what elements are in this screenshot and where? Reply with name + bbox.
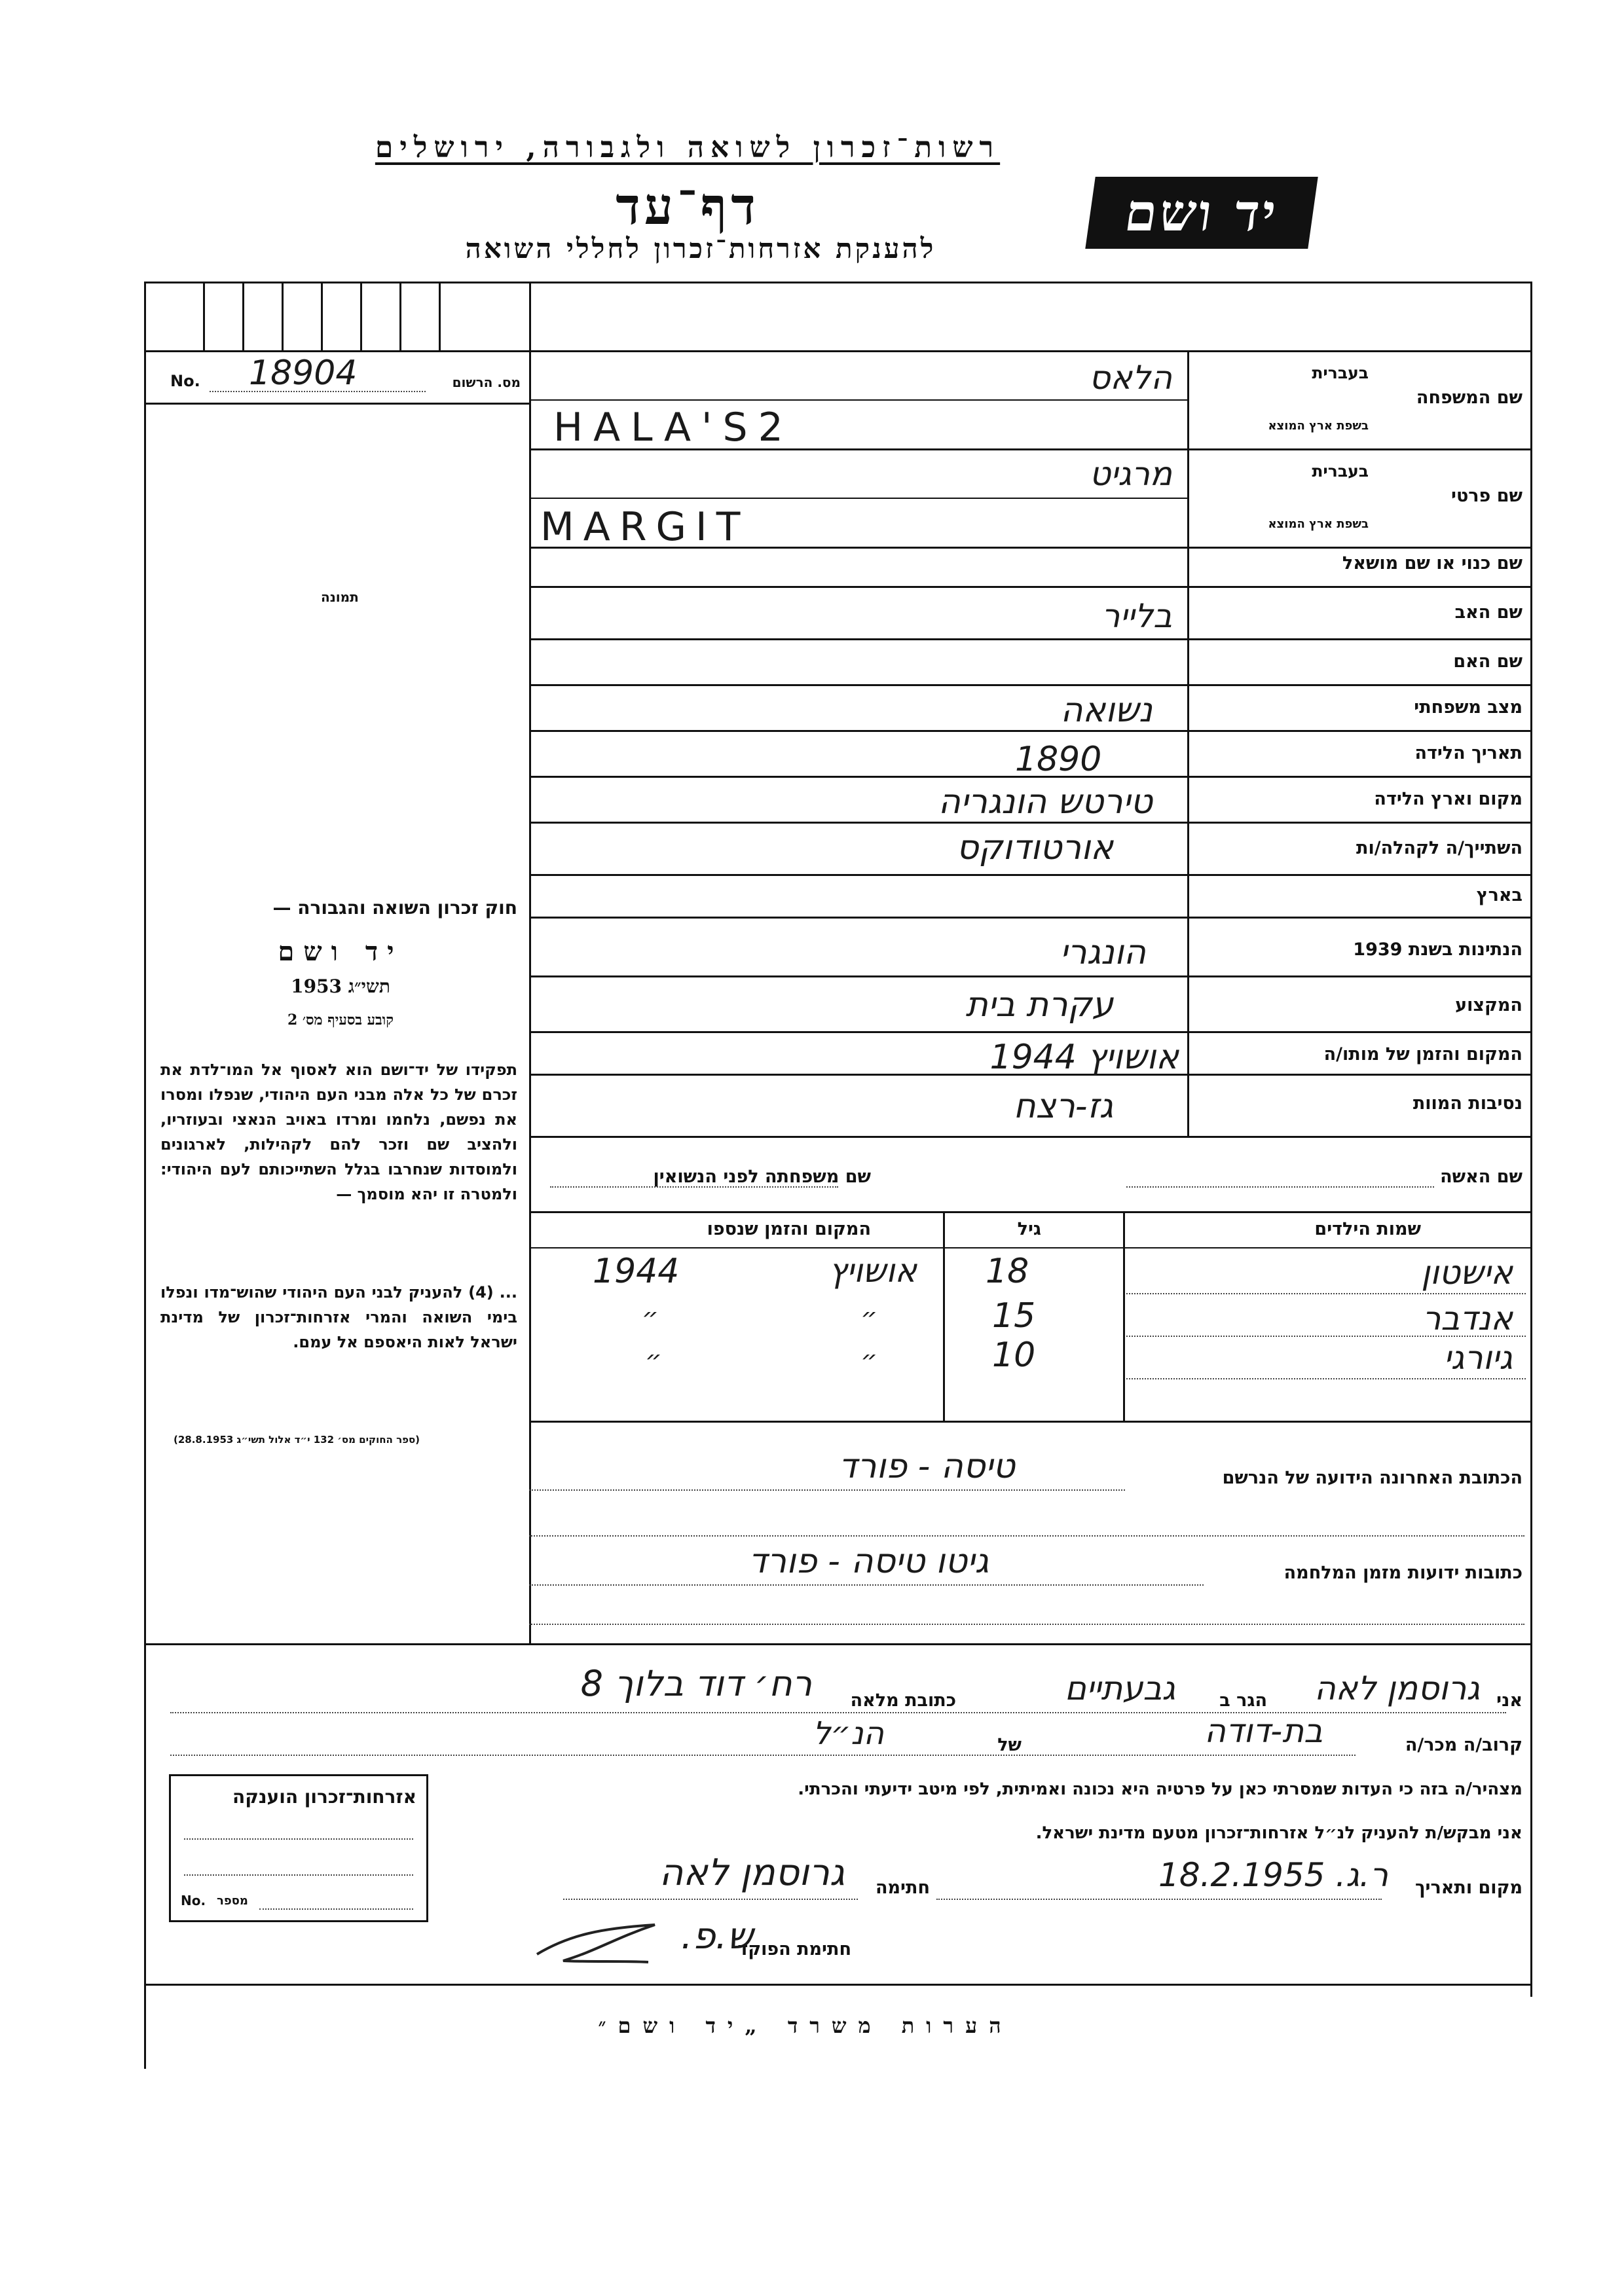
child-age[interactable]: 15 xyxy=(992,1296,1036,1336)
father-value[interactable]: בלייר xyxy=(1101,597,1172,635)
row-line xyxy=(529,1211,1531,1213)
law-name: יד ושם xyxy=(278,936,403,967)
relation-value[interactable]: בת-דודה xyxy=(1204,1712,1323,1750)
community-label: השתייך/ה לקהלה/ות xyxy=(1356,838,1522,858)
children-names-header: שמות הילדים xyxy=(1314,1219,1421,1239)
row-line xyxy=(529,1031,1531,1033)
children-age-header: גיל xyxy=(1017,1219,1041,1239)
row-line xyxy=(529,822,1531,824)
birth-place-label: מקום וארץ הלידה xyxy=(1374,789,1522,809)
yad-vashem-logo xyxy=(1085,177,1318,249)
reg-label: מס. הרשום xyxy=(452,374,521,390)
death-value[interactable]: אושויץ 1944 xyxy=(989,1038,1179,1077)
law-year: תשי״ג 1953 xyxy=(291,975,390,997)
place-date-value[interactable]: ר.ג. 18.2.1955 xyxy=(1158,1856,1388,1894)
marital-label: מצב משפחתי xyxy=(1414,697,1522,718)
wife-label: שם האשה xyxy=(1440,1167,1522,1187)
maiden-name-label: שם משפחתה לפני הנשואין xyxy=(653,1167,871,1187)
photo-label: תמונה xyxy=(321,589,359,605)
war-address-dotted xyxy=(529,1584,1204,1586)
box-dotted xyxy=(184,1838,413,1840)
first-name-origin-value[interactable]: MARGIT xyxy=(540,504,750,550)
children-header-line xyxy=(529,1247,1531,1248)
relation-label: קרוב/ה מכר/ה xyxy=(1405,1735,1522,1755)
father-label: שם האב xyxy=(1454,602,1522,623)
last-address-label: הכתובת האחרונה הידועה של הנרשם xyxy=(1222,1468,1522,1488)
box-dotted xyxy=(184,1874,413,1876)
last-address-dotted-2 xyxy=(529,1535,1524,1537)
last-address-dotted xyxy=(529,1489,1125,1491)
resides-label: הגר ב xyxy=(1219,1690,1267,1711)
row-line xyxy=(529,917,1531,919)
war-address-label: כתובות ידועות מזמן המלחמה xyxy=(1283,1563,1522,1583)
reg-dotted xyxy=(210,391,426,392)
row-line xyxy=(529,638,1531,640)
signature-dotted xyxy=(563,1899,858,1900)
footer-top-line xyxy=(144,1984,1532,1986)
declarant-city[interactable]: גבעתיים xyxy=(1064,1669,1175,1707)
wife-dotted-1 xyxy=(550,1186,838,1188)
surname-label: שם המשפחה xyxy=(1416,388,1522,408)
box-number-label: מספר xyxy=(217,1894,248,1908)
top-strip-bottom xyxy=(144,350,1532,352)
declarant-i-label: אני xyxy=(1496,1690,1522,1711)
reg-row-line xyxy=(144,403,530,405)
box-no-label: No. xyxy=(181,1893,206,1908)
profession-label: המקצוע xyxy=(1455,995,1522,1015)
war-address-value[interactable]: גיטו טיסה - פורד xyxy=(748,1542,989,1581)
officer-signature[interactable]: ש.פ. xyxy=(680,1915,753,1958)
frame-top xyxy=(144,282,1532,283)
child-name[interactable]: אנדבר xyxy=(1422,1300,1513,1338)
circumstances-label: נסיבות המוות xyxy=(1412,1093,1522,1114)
law-paragraph-1: תפקידו של יד־ושם הוא לאסוף אל המו־לדת את זכרם של כל אלה מבני העם היהודי, שנפלו ומסרו את נפשם, נלחמו ומרדו באויב הנאצי ובעוזריו, ולהציב שם וזכר להם לקהילות, לארגונים ולמוסדות שנחרבו בגלל השתייכותם לעם היהודי: ולמטרה זו יהא מוסמך — xyxy=(160,1061,517,1203)
child-row-dotted xyxy=(1126,1378,1526,1379)
child-place[interactable]: ״ xyxy=(860,1303,877,1333)
signature-value[interactable]: גרוסמן לאה xyxy=(659,1851,845,1894)
child-year[interactable]: ״ xyxy=(642,1303,659,1333)
row-line xyxy=(529,1136,1531,1138)
reg-number[interactable]: 18904 xyxy=(249,354,358,393)
declaration-text: מצהיר/ה בזה כי העדות שמסרתי כאן על פרטיה היא נכונה ואמיתית, לפי מיטב ידיעתי והכרתי. xyxy=(798,1779,1522,1799)
child-year[interactable]: 1944 xyxy=(593,1252,680,1291)
war-address-dotted-2 xyxy=(529,1624,1524,1625)
strip-divider xyxy=(282,282,284,350)
declarant-name[interactable]: גרוסמן לאה xyxy=(1314,1669,1480,1707)
citizenship-granted-box xyxy=(169,1774,428,1922)
last-address-value[interactable]: טיסה - פורד xyxy=(838,1447,1015,1486)
surname-hebrew-label: בעברית xyxy=(1312,363,1369,382)
first-name-label: שם פרטי xyxy=(1451,486,1522,506)
frame-left xyxy=(144,282,146,2069)
place-date-label: מקום ותאריך xyxy=(1414,1878,1522,1898)
strip-divider xyxy=(203,282,205,350)
child-row-dotted xyxy=(1126,1293,1526,1294)
law-title: חוק זכרון השואה והגבורה — xyxy=(272,897,517,919)
child-age[interactable]: 18 xyxy=(986,1252,1029,1291)
row-line xyxy=(529,975,1531,977)
of-label: של xyxy=(997,1735,1022,1755)
reg-no-label: No. xyxy=(170,372,200,390)
row-line xyxy=(529,586,1531,588)
birth-date-value[interactable]: 1890 xyxy=(1015,740,1102,779)
footer-notes: הערות משרד „יד ושם״ xyxy=(598,2013,1013,2038)
row-line xyxy=(529,874,1531,876)
signature-label: חתימה xyxy=(875,1878,930,1898)
strip-divider xyxy=(242,282,244,350)
citizenship-label: הנתינות בשנת 1939 xyxy=(1353,939,1522,960)
first-name-origin-label: בשפת ארץ המוצא xyxy=(1268,517,1369,531)
country-label: בארץ xyxy=(1476,885,1522,905)
box-no-dotted xyxy=(259,1908,413,1910)
address-label: כתובת מלאה xyxy=(850,1690,956,1711)
declarant-address[interactable]: רח׳ דוד בלוך 8 xyxy=(580,1663,812,1704)
surname-origin-label: בשפת ארץ המוצא xyxy=(1268,419,1369,433)
frame-label-col xyxy=(1187,350,1189,1136)
children-place-header: המקום והזמן שנספו xyxy=(707,1219,871,1239)
birth-place-value[interactable]: טירטש הונגריה xyxy=(938,782,1153,822)
box-title: אזרחות־זכרון הוענקה xyxy=(232,1786,416,1808)
sub-line xyxy=(529,399,1187,401)
children-col-line xyxy=(1123,1211,1125,1421)
form-title: דף־עד xyxy=(616,177,760,236)
authority-name: רשות־זכרון לשואה ולגבורה, ירושלים xyxy=(375,131,1001,164)
children-col-line xyxy=(943,1211,945,1421)
surname-hebrew-value[interactable]: הלאס xyxy=(1089,359,1172,397)
row-line xyxy=(529,684,1531,686)
first-name-hebrew-value[interactable]: מרגיט xyxy=(1089,455,1172,493)
officer-signature-scribble xyxy=(524,1915,668,1974)
child-row-dotted xyxy=(1126,1336,1526,1337)
child-place[interactable]: ״ xyxy=(860,1345,877,1376)
declaration-top-line xyxy=(144,1643,1532,1645)
strip-divider xyxy=(321,282,323,350)
child-name[interactable]: אישטון xyxy=(1421,1254,1513,1292)
child-name[interactable]: גיורגי xyxy=(1443,1339,1513,1377)
officer-label: חתימת הפוקד xyxy=(737,1939,851,1959)
sub-line xyxy=(529,498,1187,499)
mother-label: שם האם xyxy=(1453,651,1522,672)
citizenship-value[interactable]: הונגרי xyxy=(1060,933,1146,972)
surname-origin-value[interactable]: HALA'S2 xyxy=(553,405,794,450)
community-value[interactable]: אורטודוקס xyxy=(956,828,1113,867)
strip-divider xyxy=(360,282,362,350)
strip-divider xyxy=(439,282,441,350)
logo-text: יד ושם xyxy=(1121,183,1282,243)
child-age[interactable]: 10 xyxy=(992,1336,1036,1375)
form-subtitle: להענקת אזרחות־זכרון לחללי השואה xyxy=(465,232,936,264)
death-label: המקום והזמן של מותו/ה xyxy=(1323,1044,1522,1065)
birth-date-label: תאריך הלידה xyxy=(1414,743,1522,763)
child-year[interactable]: ״ xyxy=(645,1345,662,1376)
registration-row xyxy=(151,354,527,399)
law-paragraph-2: ... (4) להעניק לבני העם היהודי שהוש־מדו ונפלו בימי השואה והמרי אזרחות־זכרון של מדינת ישראל לאות היאספם אל עמם. xyxy=(160,1283,517,1351)
circumstances-value[interactable]: גז-רצח xyxy=(1013,1087,1113,1126)
wife-dotted-2 xyxy=(1126,1186,1434,1188)
of-value[interactable]: הנ״ל xyxy=(813,1715,884,1752)
first-name-hebrew-label: בעברית xyxy=(1312,462,1369,481)
law-reference: (ספר החוקים מס׳ 132 י״ד אלול תשי״ג 28.8.1953) xyxy=(174,1434,420,1446)
marital-value[interactable]: נשואה xyxy=(1060,691,1153,730)
request-text: אני מבקש/ת להעניק לנ״ל אזרחות־זכרון מטעם מדינת ישראל. xyxy=(1035,1823,1522,1843)
strip-divider xyxy=(399,282,401,350)
child-place[interactable]: אושויץ xyxy=(828,1252,917,1290)
row-line xyxy=(529,1421,1531,1423)
frame-mid xyxy=(529,282,531,1643)
place-date-dotted xyxy=(936,1899,1382,1900)
frame-right xyxy=(1530,282,1532,1997)
relation-dotted xyxy=(170,1755,1356,1756)
row-line xyxy=(529,730,1531,732)
profession-value[interactable]: עקרת בית xyxy=(965,985,1113,1025)
nickname-label: שם כנוי או שם מושאל xyxy=(1342,553,1522,574)
law-clause: קובע בסעיף מס׳ 2 xyxy=(287,1011,394,1029)
